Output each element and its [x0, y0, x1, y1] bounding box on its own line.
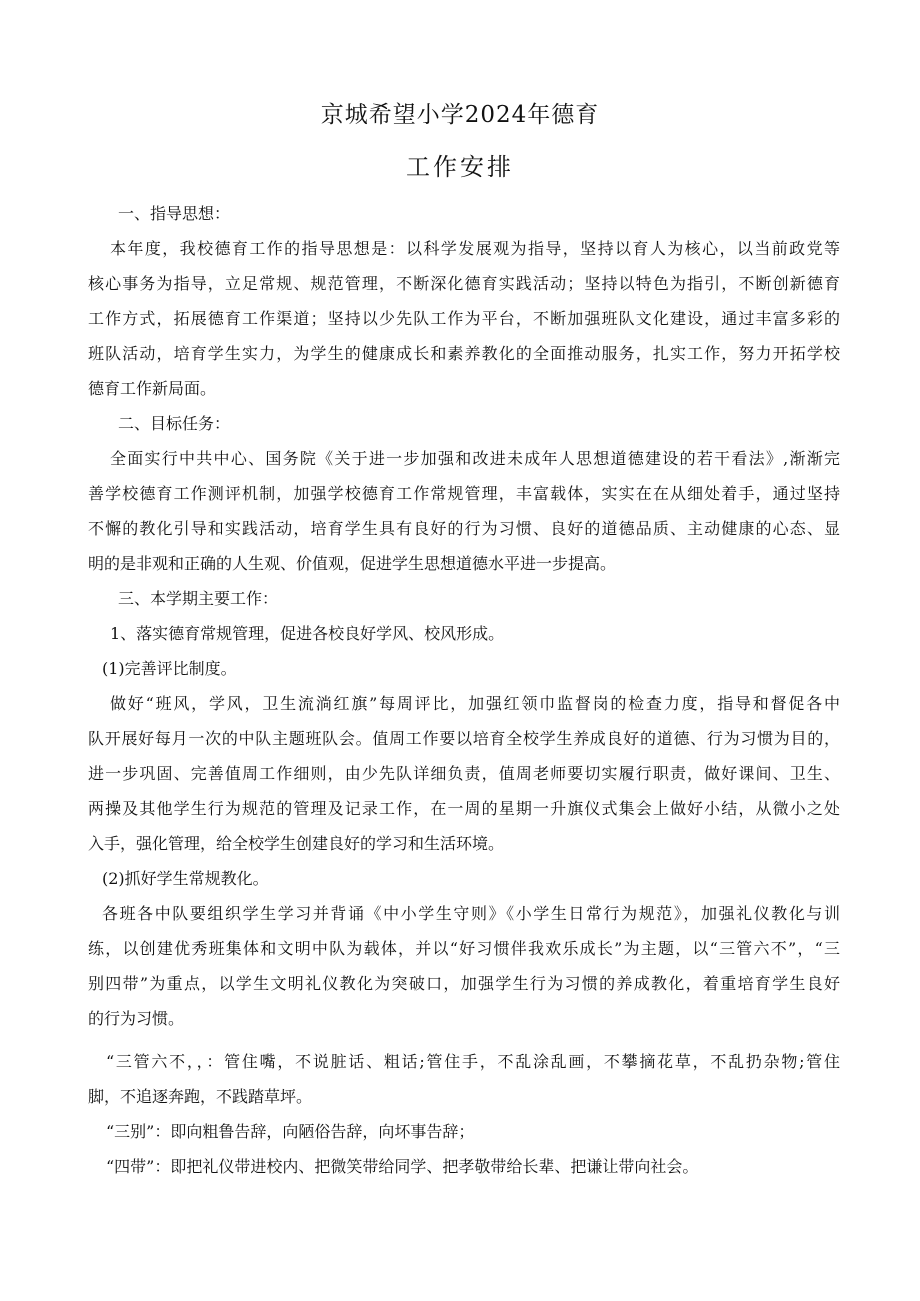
text-line: 二、目标任务：	[118, 414, 231, 433]
text-line: 本年度，我校德育工作的指导思想是：以科学发展观为指导，坚持以育人为核心，以当前政党等	[110, 239, 840, 258]
text-line: 两操及其他学生行为规范的管理及记录工作，在一周的星期一升旗仪式集会上做好小结，从微小之处	[88, 799, 840, 818]
text-line: 进一步巩固、完善值周工作细则，由少先队详细负责，值周老师要切实履行职责，做好课间、卫生、	[88, 764, 840, 783]
text-line: 善学校德育工作测评机制，加强学校德育工作常规管理，丰富载体，实实在在从细处着手，通过坚持	[88, 484, 840, 503]
text-line: 的行为习惯。	[88, 1009, 185, 1028]
text-line: “三管六不，，：管住嘴，不说脏话、粗话;管住手，不乱涂乱画，不攀摘花草，不乱扔杂物;管住	[106, 1052, 840, 1071]
text-line: 做好“班风，学风，卫生流淌红旗”每周评比，加强红领巾监督岗的检查力度，指导和督促各中	[110, 694, 840, 713]
document-body	[88, 196, 840, 1184]
text-line: 入手，强化管理，给全校学生创建良好的学习和生活环境。	[88, 834, 505, 853]
text-line: 德育工作新局面。	[88, 379, 217, 398]
text-line: 脚，不追逐奔跑，不践踏草坪。	[88, 1087, 313, 1106]
text-line: 1、落实德育常规管理，促进各校良好学风、校风形成。	[110, 624, 505, 643]
text-line: 明的是非观和正确的人生观、价值观，促进学生思想道德水平进一步提高。	[88, 554, 617, 573]
paragraph-gap	[88, 1036, 840, 1044]
text-line: “四带”：即把礼仪带进校内、把微笑带给同学、把孝敬带给长辈、把谦让带向社会。	[106, 1157, 699, 1176]
document-title-line2: 工作安排	[406, 153, 514, 181]
text-line: 工作方式，拓展德育工作渠道；坚持以少先队工作为平台，不断加强班队文化建设，通过丰富多彩的	[88, 309, 840, 328]
text-line: 练，以创建优秀班集体和文明中队为载体，并以“好习惯伴我欢乐成长”为主题，以“三管六不”，“三	[88, 939, 840, 958]
text-line: “三别”：即向粗鲁告辞，向陋俗告辞，向坏事告辞；	[106, 1122, 475, 1141]
text-line: 不懈的教化引导和实践活动，培育学生具有良好的行为习惯、良好的道德品质、主动健康的心态、显	[88, 519, 840, 538]
text-line: 核心事务为指导，立足常规、规范管理，不断深化德育实践活动；坚持以特色为指引，不断创新德育	[88, 274, 840, 293]
text-line: (2)抓好学生常规教化。	[102, 869, 269, 888]
document-title-line1: 京城希望小学2024年德育	[320, 102, 600, 128]
text-line: 三、本学期主要工作：	[118, 589, 279, 608]
text-line: 别四带”为重点，以学生文明礼仪教化为突破口，加强学生行为习惯的养成教化，着重培育学生良好	[88, 974, 840, 993]
text-line: 班队活动，培育学生实力，为学生的健康成长和素养教化的全面推动服务，扎实工作，努力开拓学校	[88, 344, 840, 363]
text-line: (1)完善评比制度。	[102, 659, 237, 678]
text-line: 队开展好每月一次的中队主题班队会。值周工作要以培育全校学生养成良好的道德、行为习惯为目的，	[88, 729, 840, 748]
text-line: 全面实行中共中心、国务院《关于进一步加强和改进未成年人思想道德建设的若干看法》,渐渐完	[110, 449, 840, 468]
text-line: 各班各中队要组织学生学习并背诵《中小学生守则》《小学生日常行为规范》，加强礼仪教化与训	[102, 904, 840, 923]
text-line: 一、指导思想：	[118, 204, 231, 223]
